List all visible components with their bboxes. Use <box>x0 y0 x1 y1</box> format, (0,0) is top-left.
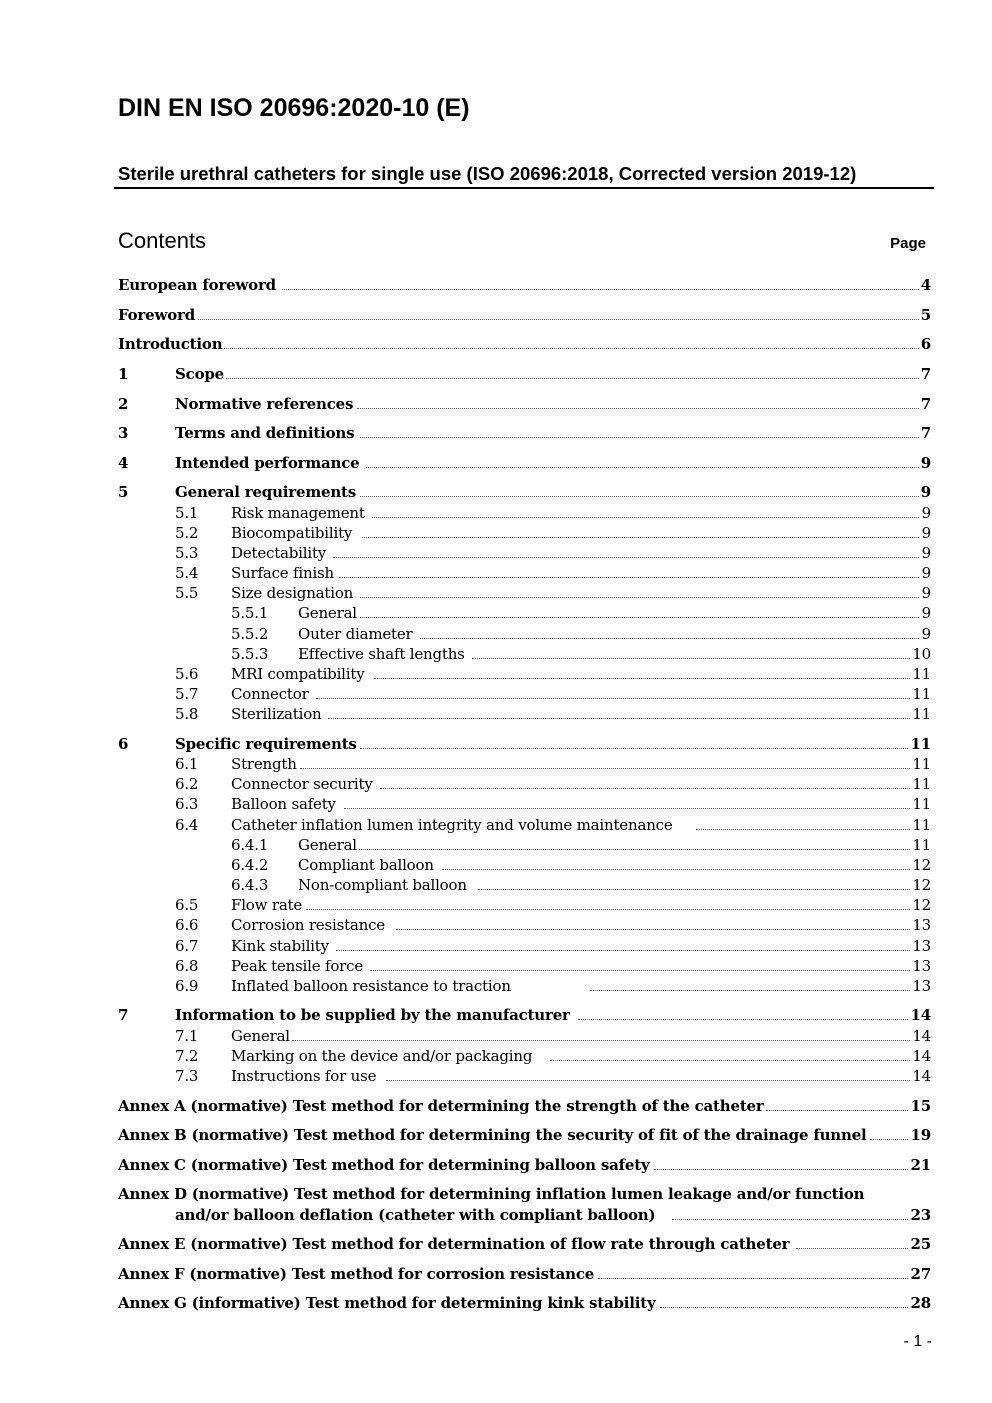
toc-entry-title: Annex F (normative) Test method for corrosion resistance <box>118 1265 595 1283</box>
toc-entry-page: 11 <box>912 816 931 834</box>
toc-leader-dots <box>578 1019 910 1020</box>
toc-entry-title: Connector security <box>231 775 373 793</box>
toc-entry[interactable] <box>0 274 992 296</box>
toc-entry-page: 19 <box>910 1126 931 1144</box>
toc-entry-number: 7.2 <box>175 1047 199 1065</box>
toc-entry-title: Surface finish <box>231 564 335 582</box>
toc-entry-number: 6.3 <box>175 795 199 813</box>
toc-leader-dots <box>598 1278 910 1279</box>
toc-entry-title: General requirements <box>175 483 357 501</box>
toc-entry[interactable] <box>0 975 992 997</box>
toc-leader-dots <box>366 467 919 468</box>
toc-entry-title: Terms and definitions <box>175 424 355 442</box>
toc-entry[interactable] <box>0 1004 992 1026</box>
toc-entry-annex[interactable] <box>0 1154 992 1176</box>
toc-entry-number: 6.2 <box>175 775 199 793</box>
page-column-label: Page <box>890 235 926 252</box>
toc-entry-page: 11 <box>912 705 931 723</box>
toc-entry-page: 25 <box>910 1235 931 1253</box>
toc-entry-page: 11 <box>910 735 931 753</box>
toc-leader-dots <box>358 617 919 618</box>
toc-entry-page: 13 <box>912 957 931 975</box>
toc-leader-dots <box>396 929 910 930</box>
toc-entry-number: 2 <box>118 395 129 413</box>
toc-entry-title: Corrosion resistance <box>231 916 385 934</box>
toc-leader-dots <box>420 638 919 639</box>
toc-entry-title: Annex A (normative) Test method for determining the strength of the catheter <box>118 1097 764 1115</box>
toc-entry-title: Flow rate <box>231 896 303 914</box>
toc-entry-title: General <box>298 604 357 622</box>
toc-entry-title: Normative references <box>175 395 354 413</box>
toc-entry-number: 3 <box>118 424 129 442</box>
toc-entry-page: 9 <box>921 524 931 542</box>
toc-entry[interactable] <box>0 562 992 584</box>
toc-entry-title: Detectability <box>231 544 327 562</box>
toc-entry[interactable] <box>0 333 992 355</box>
toc-leader-dots <box>550 1060 910 1061</box>
toc-entry-title: Instructions for use <box>231 1067 377 1085</box>
toc-entry-annex[interactable] <box>0 1124 992 1146</box>
toc-entry-title: Annex G (informative) Test method for determining kink stability <box>118 1294 656 1312</box>
toc-entry-number: 6.4.3 <box>231 876 269 894</box>
toc-entry-page: 14 <box>910 1006 931 1024</box>
toc-entry[interactable] <box>0 452 992 474</box>
toc-entry-title: European foreword <box>118 276 276 294</box>
toc-entry[interactable] <box>0 1045 992 1067</box>
toc-leader-dots <box>282 289 919 290</box>
toc-entry-page: 14 <box>912 1047 931 1065</box>
toc-entry[interactable] <box>0 1025 992 1047</box>
toc-entry[interactable] <box>0 582 992 604</box>
toc-entry-number: 5.4 <box>175 564 199 582</box>
toc-entry-page: 11 <box>912 836 931 854</box>
toc-leader-dots <box>336 950 910 951</box>
toc-entry-page: 7 <box>920 365 931 383</box>
toc-entry[interactable] <box>0 363 992 385</box>
toc-entry-page: 9 <box>920 483 931 501</box>
toc-entry-number: 5.5.3 <box>231 645 269 663</box>
toc-entry-title: General <box>298 836 357 854</box>
toc-entry-title: Biocompatibility <box>231 524 353 542</box>
toc-entry[interactable] <box>0 663 992 685</box>
toc-entry[interactable] <box>0 623 992 645</box>
toc-leader-dots <box>362 537 919 538</box>
toc-entry[interactable] <box>0 955 992 977</box>
toc-entry[interactable] <box>0 914 992 936</box>
toc-leader-dots <box>333 557 919 558</box>
title-underline <box>114 187 934 189</box>
toc-entry-page: 9 <box>921 584 931 602</box>
toc-entry-title: Inflated balloon resistance to traction <box>231 977 511 995</box>
toc-leader-dots <box>224 378 919 379</box>
toc-leader-dots <box>766 1110 910 1111</box>
toc-entry-title: Sterilization <box>231 705 322 723</box>
toc-entry-title: Non-compliant balloon <box>298 876 467 894</box>
toc-entry-page: 13 <box>912 916 931 934</box>
toc-entry-title: Peak tensile force <box>231 957 364 975</box>
toc-entry-title: General <box>231 1027 290 1045</box>
toc-entry-annex[interactable] <box>0 1263 992 1285</box>
toc-entry-page: 23 <box>910 1206 931 1224</box>
toc-entry-number: 6.6 <box>175 916 199 934</box>
toc-entry-page: 9 <box>921 504 931 522</box>
toc-entry[interactable] <box>0 733 992 755</box>
toc-entry-title: Size designation <box>231 584 354 602</box>
toc-entry-title: Effective shaft lengths <box>298 645 465 663</box>
toc-entry[interactable] <box>0 502 992 524</box>
toc-entry[interactable] <box>0 753 992 775</box>
toc-leader-dots <box>660 1307 910 1308</box>
toc-leader-dots <box>374 678 910 679</box>
toc-leader-dots <box>380 788 910 789</box>
toc-entry[interactable] <box>0 602 992 624</box>
toc-entry-page: 13 <box>912 977 931 995</box>
toc-leader-dots <box>654 1169 910 1170</box>
toc-entry-annex[interactable] <box>0 1233 992 1255</box>
toc-leader-dots <box>316 698 910 699</box>
page-number: - 1 - <box>903 1333 932 1350</box>
toc-entry-page: 11 <box>912 665 931 683</box>
toc-entry[interactable] <box>0 894 992 916</box>
toc-leader-dots <box>696 829 910 830</box>
toc-entry-title: MRI compatibility <box>231 665 365 683</box>
toc-leader-dots <box>360 437 919 438</box>
toc-entry-number: 6.4.1 <box>231 836 269 854</box>
toc-entry-page: 11 <box>912 775 931 793</box>
toc-entry-page: 21 <box>910 1156 931 1174</box>
toc-entry[interactable] <box>0 703 992 725</box>
document-subtitle: Sterile urethral catheters for single use (ISO 20696:2018, Corrected version 2019-12) <box>118 163 857 184</box>
toc-entry[interactable] <box>0 542 992 564</box>
toc-entry-title: Strength <box>231 755 297 773</box>
document-title: DIN EN ISO 20696:2020-10 (E) <box>118 94 470 122</box>
toc-entry-page: 9 <box>921 544 931 562</box>
toc-entry-number: 5.5.1 <box>231 604 269 622</box>
toc-entry-page: 9 <box>920 454 931 472</box>
toc-leader-dots <box>339 577 919 578</box>
toc-leader-dots <box>372 517 919 518</box>
toc-entry-page: 6 <box>920 335 931 353</box>
toc-entry-annex-continuation[interactable] <box>0 1204 992 1226</box>
toc-entry-number: 6.1 <box>175 755 199 773</box>
toc-leader-dots <box>672 1219 910 1220</box>
toc-entry-number: 6.7 <box>175 937 199 955</box>
toc-entry-title: Kink stability <box>231 937 329 955</box>
toc-entry[interactable] <box>0 393 992 415</box>
toc-leader-dots <box>478 889 910 890</box>
toc-entry-page: 12 <box>912 896 931 914</box>
toc-leader-dots <box>386 1080 910 1081</box>
toc-leader-dots <box>300 768 910 769</box>
toc-entry-number: 1 <box>118 365 129 383</box>
toc-entry-title: Catheter inflation lumen integrity and volume maintenance <box>231 816 673 834</box>
toc-entry-number: 6.9 <box>175 977 199 995</box>
toc-leader-dots <box>360 496 919 497</box>
toc-entry-annex[interactable] <box>0 1292 992 1314</box>
toc-entry[interactable] <box>0 481 992 503</box>
toc-entry-number: 7.3 <box>175 1067 199 1085</box>
toc-entry-number: 5.5 <box>175 584 199 602</box>
toc-entry-number: 7.1 <box>175 1027 199 1045</box>
toc-entry-number: 6.4 <box>175 816 199 834</box>
toc-entry-page: 13 <box>912 937 931 955</box>
toc-entry-page: 11 <box>912 685 931 703</box>
toc-leader-dots <box>360 748 910 749</box>
toc-entry-number: 5 <box>118 483 129 501</box>
toc-entry-number: 5.5.2 <box>231 625 269 643</box>
toc-entry-title: Annex B (normative) Test method for determining the security of fit of the drainage funnel <box>118 1126 867 1144</box>
toc-entry-title: Annex C (normative) Test method for determining balloon safety <box>118 1156 650 1174</box>
toc-entry-page: 28 <box>910 1294 931 1312</box>
toc-entry-number: 5.2 <box>175 524 199 542</box>
toc-entry-annex[interactable] <box>0 1183 992 1205</box>
toc-entry-page: 9 <box>921 625 931 643</box>
toc-entry-page: 11 <box>912 755 931 773</box>
toc-entry-title: Annex D (normative) Test method for determining inflation lumen leakage and/or function <box>118 1185 865 1203</box>
toc-entry-page: 14 <box>912 1027 931 1045</box>
toc-entry-page: 12 <box>912 876 931 894</box>
toc-entry-title: Marking on the device and/or packaging <box>231 1047 533 1065</box>
toc-entry[interactable] <box>0 793 992 815</box>
toc-entry-title: Introduction <box>118 335 223 353</box>
toc-entry-number: 6.8 <box>175 957 199 975</box>
toc-entry-number: 5.6 <box>175 665 199 683</box>
toc-entry[interactable] <box>0 422 992 444</box>
toc-entry-page: 12 <box>912 856 931 874</box>
toc-entry-number: 7 <box>118 1006 129 1024</box>
toc-entry-title: Foreword <box>118 306 195 324</box>
toc-entry-page: 27 <box>910 1265 931 1283</box>
toc-leader-dots <box>796 1248 910 1249</box>
toc-entry-page: 14 <box>912 1067 931 1085</box>
toc-entry-number: 6.4.2 <box>231 856 269 874</box>
toc-entry-page: 4 <box>920 276 931 294</box>
toc-entry-page: 7 <box>920 395 931 413</box>
toc-entry-annex[interactable] <box>0 1095 992 1117</box>
toc-leader-dots <box>328 718 910 719</box>
toc-entry-page: 7 <box>920 424 931 442</box>
toc-entry-page: 5 <box>920 306 931 324</box>
toc-entry[interactable] <box>0 935 992 957</box>
toc-entry-title: Risk management <box>231 504 365 522</box>
toc-entry-title: Intended performance <box>175 454 360 472</box>
toc-leader-dots <box>306 909 910 910</box>
toc-entry-number: 5.3 <box>175 544 199 562</box>
toc-entry-page: 11 <box>912 795 931 813</box>
toc-entry[interactable] <box>0 814 992 836</box>
toc-entry[interactable] <box>0 304 992 326</box>
toc-leader-dots <box>224 348 919 349</box>
toc-entry-number: 5.7 <box>175 685 199 703</box>
toc-entry-page: 9 <box>921 564 931 582</box>
toc-leader-dots <box>358 849 910 850</box>
toc-leader-dots <box>370 970 910 971</box>
toc-entry[interactable] <box>0 522 992 544</box>
toc-leader-dots <box>357 408 919 409</box>
toc-entry[interactable] <box>0 834 992 856</box>
toc-entry-number: 4 <box>118 454 129 472</box>
toc-entry-title: Balloon safety <box>231 795 336 813</box>
toc-entry[interactable] <box>0 874 992 896</box>
toc-entry-title-continuation: and/or balloon deflation (catheter with compliant balloon) <box>175 1206 656 1224</box>
toc-leader-dots <box>360 597 919 598</box>
toc-entry-title: Annex E (normative) Test method for determination of flow rate through catheter <box>118 1235 790 1253</box>
toc-entry-number: 6.5 <box>175 896 199 914</box>
toc-entry-title: Information to be supplied by the manufacturer <box>175 1006 570 1024</box>
toc-entry-title: Scope <box>175 365 225 383</box>
toc-entry-number: 5.8 <box>175 705 199 723</box>
toc-entry[interactable] <box>0 643 992 665</box>
toc-leader-dots <box>870 1139 910 1140</box>
toc-entry-number: 6 <box>118 735 129 753</box>
toc-leader-dots <box>590 990 910 991</box>
toc-entry-title: Connector <box>231 685 309 703</box>
toc-entry-page: 10 <box>912 645 931 663</box>
toc-entry[interactable] <box>0 683 992 705</box>
toc-entry-title: Compliant balloon <box>298 856 434 874</box>
toc-leader-dots <box>292 1040 910 1041</box>
toc-entry-page: 15 <box>910 1097 931 1115</box>
toc-leader-dots <box>198 319 919 320</box>
toc-entry[interactable] <box>0 854 992 876</box>
toc-entry[interactable] <box>0 1065 992 1087</box>
toc-entry-title: Specific requirements <box>175 735 357 753</box>
toc-entry-page: 9 <box>921 604 931 622</box>
contents-heading: Contents <box>118 228 207 253</box>
toc-entry-title: Outer diameter <box>298 625 413 643</box>
toc-leader-dots <box>344 808 910 809</box>
toc-entry-number: 5.1 <box>175 504 199 522</box>
toc-entry[interactable] <box>0 773 992 795</box>
toc-leader-dots <box>442 869 910 870</box>
toc-leader-dots <box>472 658 910 659</box>
